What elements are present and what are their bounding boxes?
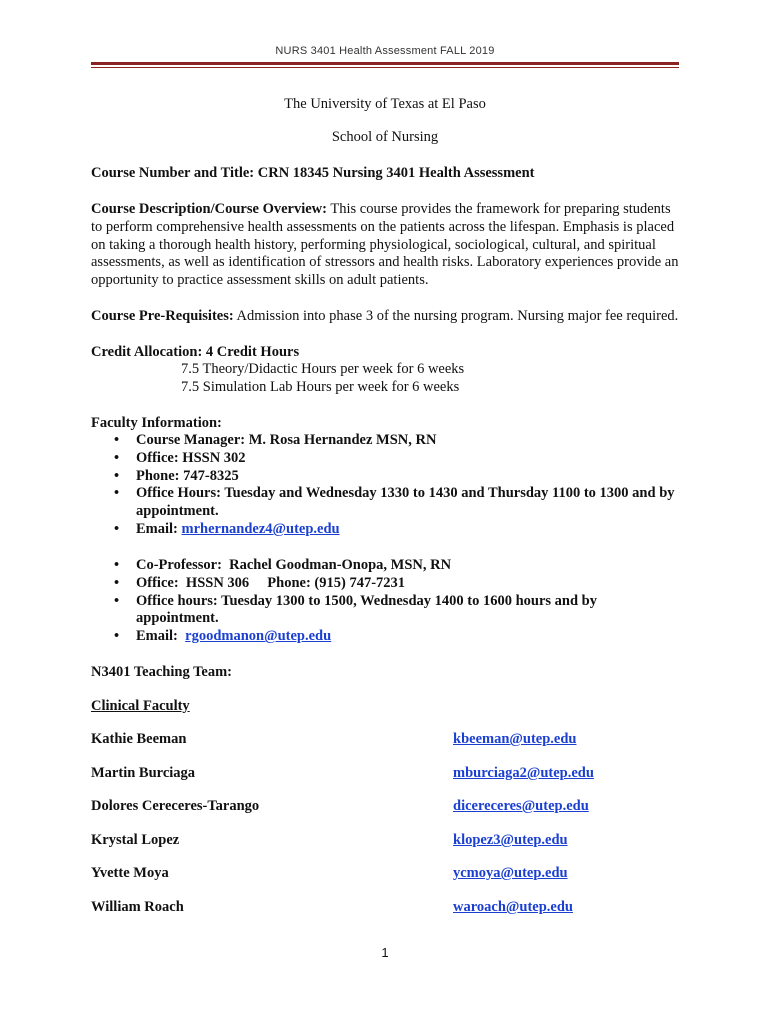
course-manager-list (91, 432, 681, 539)
coprof-email-link[interactable]: rgoodmanon@utep.edu (185, 628, 332, 645)
header-rule-thick (91, 62, 679, 65)
bullet-icon: • (114, 574, 120, 591)
list-item (91, 628, 681, 646)
faculty-member-email[interactable]: klopez3@utep.edu (453, 832, 568, 848)
manager-phone: Phone: 747-8325 (136, 467, 239, 484)
credit-allocation: Credit Allocation: 4 Credit Hours (91, 344, 300, 360)
coprof-name: Co-Professor: Rachel Goodman-Onopa, MSN, RN (136, 557, 452, 573)
faculty-member-name: Yvette Moya (91, 865, 169, 881)
prerequisites-text: Admission into phase 3 of the nursing program. Nursing major fee required. (236, 308, 679, 324)
clinical-faculty-heading: Clinical Faculty (91, 698, 190, 714)
faculty-member-name: Kathie Beeman (91, 731, 187, 747)
coprof-office-phone: Office: HSSN 306 Phone: (915) 747-7231 (136, 574, 406, 591)
school-name: School of Nursing (331, 129, 439, 145)
faculty-heading: Faculty Information: (91, 415, 222, 431)
teaching-team-heading: N3401 Teaching Team: (91, 664, 232, 680)
faculty-member-email[interactable]: ycmoya@utep.edu (453, 865, 568, 881)
list-item (91, 593, 681, 629)
bullet-icon: • (114, 520, 120, 537)
manager-email-link[interactable]: mrhernandez4@utep.edu (181, 520, 340, 537)
list-item (91, 575, 681, 593)
bullet-icon: • (114, 592, 120, 609)
list-item (91, 485, 681, 521)
list-item (91, 432, 681, 450)
theory-hours: 7.5 Theory/Didactic Hours per week for 6 weeks (181, 361, 465, 377)
list-item (91, 557, 681, 575)
list-item (91, 521, 681, 539)
list-item (91, 468, 681, 486)
manager-office: Office: HSSN 302 (136, 449, 246, 466)
coprof-email-label: Email: (136, 628, 178, 645)
lab-hours: 7.5 Simulation Lab Hours per week for 6 weeks (181, 379, 460, 395)
course-description-label: Course Description/Course Overview: (91, 201, 327, 217)
bullet-icon: • (114, 628, 120, 645)
faculty-member-name: Dolores Cereceres-Tarango (91, 798, 260, 814)
header-rule-thin (91, 67, 679, 68)
bullet-icon: • (114, 432, 120, 448)
page-number: 1 (381, 945, 389, 960)
manager-hours: Office Hours: Tuesday and Wednesday 1330 to 1430 and Thursday 1100 to 1300 and by appointment. (136, 485, 675, 520)
faculty-member-email[interactable]: dicereceres@utep.edu (453, 798, 589, 814)
faculty-member-email[interactable]: kbeeman@utep.edu (453, 731, 577, 747)
manager-email-label: Email: (136, 520, 178, 537)
faculty-member-email[interactable]: waroach@utep.edu (453, 899, 573, 915)
manager-name: Course Manager: M. Rosa Hernandez MSN, RN (136, 432, 437, 448)
faculty-member-name: Krystal Lopez (91, 832, 180, 848)
bullet-icon: • (114, 449, 120, 466)
faculty-member-email[interactable]: mburciaga2@utep.edu (453, 765, 594, 781)
university-name: The University of Texas at El Paso (284, 96, 486, 112)
list-item (91, 450, 681, 468)
course-number-title: Course Number and Title: CRN 18345 Nursing 3401 Health Assessment (91, 165, 535, 181)
course-prerequisites (91, 308, 681, 326)
bullet-icon: • (114, 485, 120, 502)
running-header: NURS 3401 Health Assessment FALL 2019 (275, 45, 495, 57)
faculty-member-name: Martin Burciaga (91, 765, 196, 781)
course-description-text: This course provides the framework for preparing students to perform comprehensive health assessments on the patients across the lifespan. Emphasis is placed on taking a thorough health history, performing physiological, sociological, cultural, and spiritual assessments, as well as identification of stressors and health risks. Laboratory experiences provide an opportunity to practice assessment skills on adult patients. (91, 201, 679, 289)
faculty-member-name: William Roach (91, 899, 184, 915)
bullet-icon: • (114, 467, 120, 484)
course-description (91, 201, 681, 290)
coprof-hours: Office hours: Tuesday 1300 to 1500, Wednesday 1400 to 1600 hours and by appointment. (136, 592, 597, 627)
prerequisites-label: Course Pre-Requisites: (91, 308, 234, 324)
co-professor-list (91, 557, 681, 646)
bullet-icon: • (114, 557, 120, 573)
